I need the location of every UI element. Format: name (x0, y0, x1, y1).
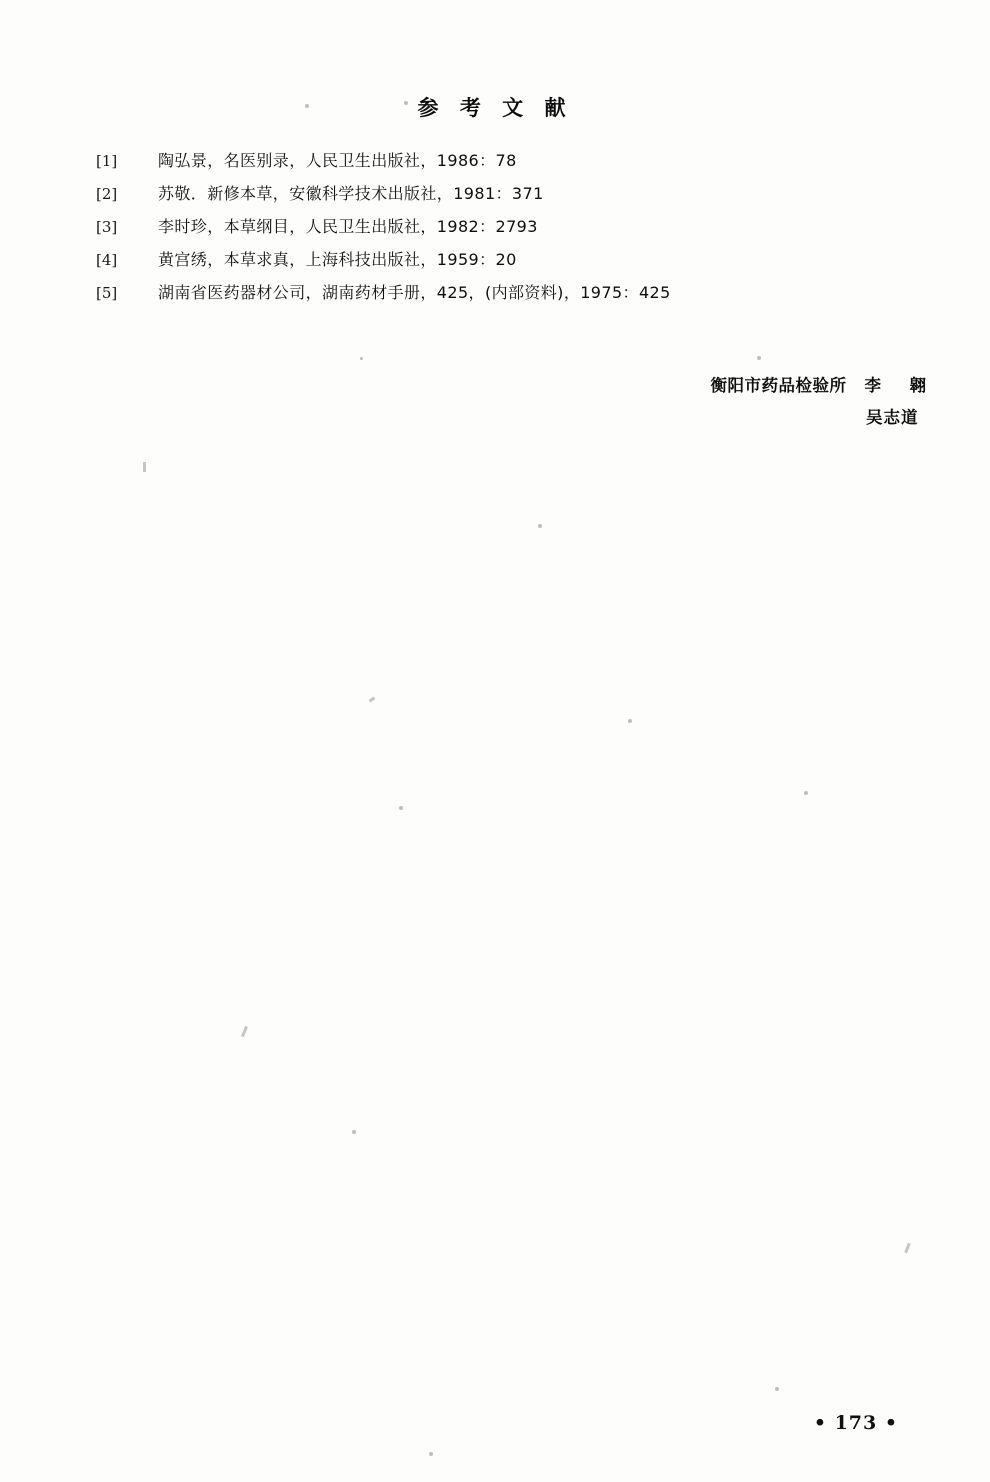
list-item (96, 280, 916, 313)
reference-marker: [3] (96, 218, 118, 236)
signature-author-2: 吴志道 (866, 408, 919, 427)
reference-marker: [5] (96, 284, 118, 302)
signature-line-secondary (711, 404, 933, 436)
scan-speck (241, 1026, 248, 1037)
list-item (96, 148, 916, 181)
list-item (96, 247, 916, 280)
scan-speck (628, 719, 632, 723)
scan-speck (757, 356, 761, 360)
page-number: • 173 • (813, 1412, 898, 1434)
scan-speck (369, 697, 376, 703)
scan-speck (904, 1243, 911, 1253)
scan-speck (399, 806, 403, 810)
reference-marker: [1] (96, 152, 118, 170)
scan-speck (429, 1452, 433, 1456)
reference-marker: [4] (96, 251, 118, 269)
reference-text: 苏敬．新修本草，安徽科学技术出版社，1981：371 (158, 184, 544, 203)
page-title: 参 考 文 献 (417, 96, 573, 120)
reference-text: 李时珍，本草纲目，人民卫生出版社，1982：2793 (158, 217, 538, 236)
signature-author-1: 李 翱 (864, 376, 932, 395)
scan-speck (538, 524, 542, 528)
reference-text: 黄宫绣，本草求真，上海科技出版社，1959：20 (158, 250, 517, 269)
scan-speck (804, 791, 808, 795)
signature-block (711, 372, 933, 436)
signature-line-primary (711, 372, 933, 404)
scan-speck (775, 1387, 779, 1391)
list-item (96, 214, 916, 247)
reference-list (96, 148, 916, 313)
reference-text: 陶弘景，名医别录，人民卫生出版社，1986：78 (158, 151, 517, 170)
scan-speck (360, 357, 363, 360)
reference-marker: [2] (96, 185, 118, 203)
signature-organization: 衡阳市药品检验所 (710, 376, 847, 395)
reference-text: 湖南省医药器材公司，湖南药材手册，425，(内部资料)，1975：425 (158, 283, 671, 302)
scan-speck (352, 1130, 356, 1134)
scan-speck (143, 462, 146, 472)
list-item (96, 181, 916, 214)
